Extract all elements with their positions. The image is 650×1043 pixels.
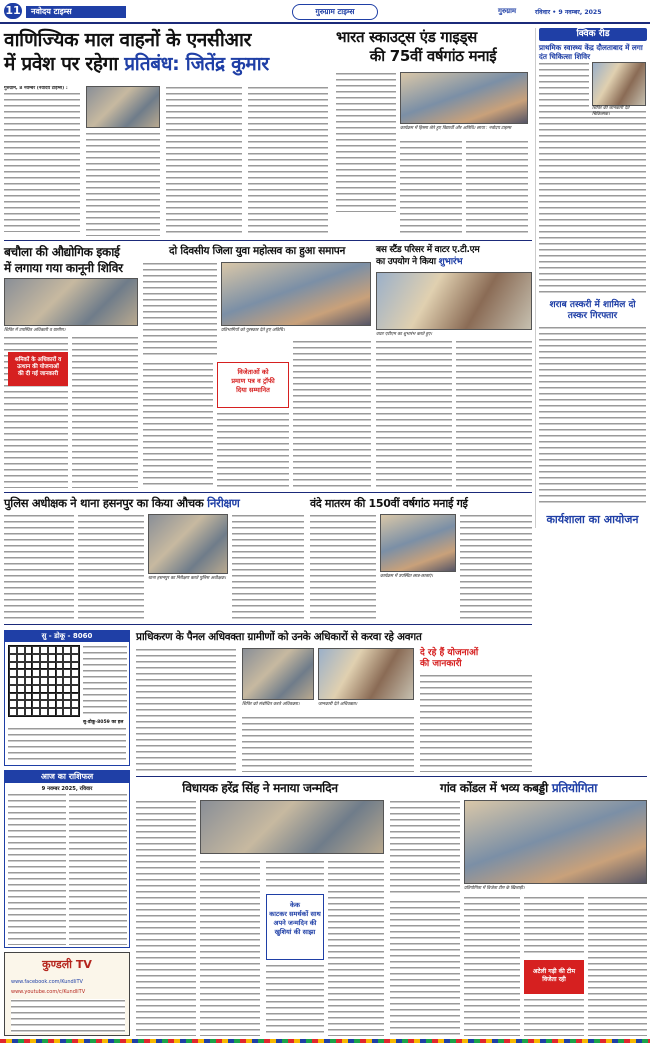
sudoku-cell xyxy=(17,662,25,670)
kabaddi-body-1 xyxy=(390,800,460,896)
police-body-2 xyxy=(78,514,144,620)
vande-story xyxy=(310,496,532,620)
sudoku-cell xyxy=(40,654,48,662)
sudoku-cell xyxy=(9,685,17,693)
bachaula-body-2 xyxy=(72,336,138,488)
kabaddi-photo xyxy=(464,800,647,884)
sudoku-cell xyxy=(71,654,79,662)
sudoku-cell xyxy=(25,669,33,677)
youth-body-3 xyxy=(217,412,289,488)
bachaula-box: श्रमिकों के अधिकारों व उत्थान की योजनाओं की दी गई जानकारी xyxy=(8,352,68,386)
bachaula-headline-1: बचौला की औद्योगिक इकाई xyxy=(4,245,120,259)
sudoku-cell xyxy=(63,708,71,716)
sudoku-cell xyxy=(17,677,25,685)
police-story xyxy=(4,496,304,620)
youth-pullquote: विजेताओं को प्रमाण पत्र व ट्रॉफी दिया सम्मानित xyxy=(217,362,289,408)
sudoku-cell xyxy=(32,662,40,670)
authority-photo-2 xyxy=(318,648,414,700)
scouts-body-3 xyxy=(466,140,528,236)
scouts-headline-1: भारत स्काउट्स एंड गाइड्स xyxy=(336,28,478,46)
sudoku-cell xyxy=(17,669,25,677)
youth-photo xyxy=(221,262,371,326)
rule-1 xyxy=(4,240,532,241)
police-headline: पुलिस अधीक्षक ने थाना हसनपुर का किया औचक निरीक्षण xyxy=(4,496,240,510)
lead-body-col-2 xyxy=(86,132,160,236)
scouts-caption: कार्यक्रम में हिस्सा लेते हुए विद्यार्थी और अतिथि। छाया : नवोदय टाइम्स xyxy=(400,126,512,131)
bus-headline-2: का उपयोग ने किया शुभारंभ xyxy=(376,257,463,267)
birthday-headline: विधायक हरेंद्र सिंह ने मनाया जन्मदिन xyxy=(182,781,338,795)
sudoku-cell xyxy=(25,708,33,716)
sudoku-cell xyxy=(71,700,79,708)
rule-3 xyxy=(4,624,532,625)
sudoku-cell xyxy=(40,708,48,716)
sudoku-cell xyxy=(56,677,64,685)
sudoku-cell xyxy=(48,654,56,662)
sudoku-cell xyxy=(63,646,71,654)
sudoku-cell xyxy=(48,700,56,708)
brand-left: नवोदय टाइम्स xyxy=(26,6,126,18)
sudoku-cell xyxy=(17,700,25,708)
sudoku-cell xyxy=(56,662,64,670)
rashifal-date: 9 नवम्बर 2025, रविवार xyxy=(41,786,93,792)
sudoku-cell xyxy=(40,693,48,701)
sudoku-cell xyxy=(32,700,40,708)
sudoku-cell xyxy=(48,677,56,685)
youth-body-1 xyxy=(143,262,217,358)
scouts-body-2 xyxy=(400,140,462,236)
sudoku-cell xyxy=(63,669,71,677)
sudoku-title: सु - डोकू - 8060 xyxy=(5,631,129,642)
lead-body-col-1: गुरुग्राम, 8 नवम्बर (नवोदय टाइम्स) : xyxy=(4,86,80,236)
sudoku-cell xyxy=(9,654,17,662)
sudoku-cell xyxy=(17,708,25,716)
sudoku-cell xyxy=(25,685,33,693)
quick-read-body-2 xyxy=(539,110,646,296)
rashifal-box xyxy=(4,770,130,948)
sudoku-cell xyxy=(40,700,48,708)
sudoku-cell xyxy=(9,677,17,685)
sidebar xyxy=(535,28,647,528)
sudoku-cell xyxy=(71,677,79,685)
sudoku-cell xyxy=(71,662,79,670)
youth-headline: दो दिवसीय जिला युवा महोत्सव का हुआ समापन xyxy=(168,245,345,257)
sudoku-cell xyxy=(32,685,40,693)
sudoku-cell xyxy=(9,646,17,654)
rule-2 xyxy=(4,492,532,493)
bus-body-1 xyxy=(376,340,452,488)
quick-read-headline: प्राथमिक स्वास्थ्य केंद्र दौलताबाद में लगा दंत चिकित्सा शिविर xyxy=(539,43,643,61)
scouts-story xyxy=(336,28,530,238)
sudoku-cell xyxy=(32,654,40,662)
kabaddi-body-2 xyxy=(390,900,460,1036)
sudoku-cell xyxy=(25,700,33,708)
authority-sub-headline: दे रहे हैं योजनाओं की जानकारी xyxy=(420,648,479,669)
quick-read-photo xyxy=(592,62,646,106)
sudoku-cell xyxy=(48,693,56,701)
sudoku-cell xyxy=(40,685,48,693)
footer-strip xyxy=(0,1039,650,1043)
quick-read-label: क्विक रीड xyxy=(539,28,647,41)
birthday-story xyxy=(136,780,384,1036)
sudoku-cell xyxy=(63,677,71,685)
sudoku-cell xyxy=(32,693,40,701)
bachaula-photo xyxy=(4,278,138,326)
sudoku-cell xyxy=(32,677,40,685)
bus-stand-story xyxy=(376,244,532,488)
youth-body-2 xyxy=(143,362,213,488)
police-body-1 xyxy=(4,514,74,620)
birthday-body-5 xyxy=(328,860,384,1036)
sudoku-cell xyxy=(63,654,71,662)
bus-body-2 xyxy=(456,340,532,488)
sudoku-cell xyxy=(63,700,71,708)
birthday-pullquote: केक काटकर समर्थकों साथ अपने जन्मदिन की खुशियां की साझा xyxy=(266,894,324,960)
sudoku-answer-label: सु-डोकू-8059 का हल xyxy=(83,720,124,725)
quick-read-body xyxy=(539,62,589,108)
bus-photo xyxy=(376,272,532,330)
sudoku-cell xyxy=(48,646,56,654)
kabaddi-body-6 xyxy=(588,896,647,1036)
vande-photo xyxy=(380,514,456,572)
sudoku-cell xyxy=(25,662,33,670)
sudoku-cell xyxy=(48,708,56,716)
lead-photo xyxy=(86,86,160,128)
sudoku-cell xyxy=(9,693,17,701)
birthday-body-3 xyxy=(266,860,324,890)
sudoku-cell xyxy=(32,646,40,654)
masthead-date: रविवार • 9 नवम्बर, 2025 xyxy=(535,9,602,16)
sudoku-cell xyxy=(25,654,33,662)
rule-4 xyxy=(136,776,647,777)
rashifal-title: आज का राशिफल xyxy=(5,771,129,783)
sudoku-cell xyxy=(63,662,71,670)
ad-box xyxy=(4,952,130,1036)
rashifal-body-2 xyxy=(69,793,127,945)
sudoku-cell xyxy=(56,646,64,654)
sudoku-rules xyxy=(83,645,127,717)
sudoku-cell xyxy=(9,662,17,670)
kabaddi-story xyxy=(390,780,647,1036)
page-number: 11 xyxy=(5,4,21,17)
sudoku-cell xyxy=(32,708,40,716)
police-photo xyxy=(148,514,228,574)
sudoku-cell xyxy=(56,700,64,708)
sudoku-cell xyxy=(9,700,17,708)
ad-body xyxy=(11,999,125,1033)
sudoku-cell xyxy=(40,677,48,685)
sudoku-cell xyxy=(56,708,64,716)
bachaula-story xyxy=(4,244,138,488)
youth-caption: प्रतिभागियों को पुरस्कार देते हुए अतिथि। xyxy=(221,328,285,333)
authority-body-1 xyxy=(136,648,236,772)
sudoku-cell xyxy=(25,693,33,701)
sudoku-cell xyxy=(71,685,79,693)
vande-body-2 xyxy=(460,514,532,620)
kabaddi-box: अटेली गढ़ी की टीम विजेता रही xyxy=(524,960,584,994)
police-caption: थाना हसनपुर का निरीक्षण करते पुलिस अधीक्षक। xyxy=(148,576,226,581)
masthead xyxy=(0,0,650,24)
sudoku-grid xyxy=(8,645,80,717)
sudoku-cell xyxy=(40,669,48,677)
authority-photo-1 xyxy=(242,648,314,700)
birthday-photo xyxy=(200,800,384,854)
sudoku-cell xyxy=(71,646,79,654)
sudoku-cell xyxy=(48,685,56,693)
bus-headline-1: बस स्टैंड परिसर में वाटर ए.टी.एम xyxy=(376,245,480,255)
kabaddi-body-3 xyxy=(464,896,520,1036)
sudoku-answer xyxy=(8,727,126,763)
sudoku-cell xyxy=(71,693,79,701)
kabaddi-caption: प्रतियोगिता में विजेता टीम के खिलाड़ी। xyxy=(464,886,525,891)
sudoku-cell xyxy=(32,669,40,677)
youth-story xyxy=(143,244,371,488)
sudoku-cell xyxy=(56,693,64,701)
sudoku-cell xyxy=(56,654,64,662)
ad-brand: कुण्डली TV xyxy=(42,958,92,971)
sudoku-cell xyxy=(17,685,25,693)
sudoku-cell xyxy=(17,693,25,701)
sudoku-box xyxy=(4,630,130,766)
sudoku-cell xyxy=(25,677,33,685)
sudoku-cell xyxy=(40,646,48,654)
liquor-headline: शराब तस्करी में शामिल दो तस्कर गिरफ्तार xyxy=(549,300,636,321)
sudoku-cell xyxy=(17,646,25,654)
masthead-city: गुरुग्राम xyxy=(498,7,517,15)
youth-body-4 xyxy=(293,340,371,488)
vande-body-1 xyxy=(310,514,376,620)
sudoku-cell xyxy=(71,708,79,716)
authority-story xyxy=(136,630,532,774)
vande-caption: कार्यक्रम में उपस्थित छात्र-छात्राएं। xyxy=(380,574,433,579)
lead-headline-2: में प्रवेश पर रहेगा प्रतिबंध: जितेंद्र कुमार xyxy=(4,53,269,75)
ad-url-2[interactable]: www.youtube.com/c/KundliTV xyxy=(11,989,86,995)
bachaula-headline-2: में लगाया गया कानूनी शिविर xyxy=(4,261,123,275)
lead-body-col-4 xyxy=(248,86,328,236)
brand-center-badge: गुरुग्राम टाइम्स xyxy=(292,4,378,20)
police-body-3 xyxy=(232,514,304,620)
sudoku-cell xyxy=(71,669,79,677)
birthday-body-1 xyxy=(136,800,196,1036)
sudoku-cell xyxy=(63,693,71,701)
sudoku-cell xyxy=(56,685,64,693)
kabaddi-body-5 xyxy=(524,998,584,1036)
authority-caption-1: शिविर को संबोधित करते अधिवक्ता। xyxy=(242,702,300,707)
birthday-body-2 xyxy=(200,860,260,1036)
lead-headline-1: वाणिज्यिक माल वाहनों के एनसीआर xyxy=(4,29,252,51)
scouts-headline-2: की 75वीं वर्षगांठ मनाई xyxy=(369,47,497,65)
bus-caption: वाटर एटीएम का शुभारंभ करते हुए। xyxy=(376,332,433,337)
kabaddi-headline: गांव कोंडल में भव्य कबड्डी प्रतियोगिता xyxy=(439,781,598,795)
rashifal-body-1 xyxy=(8,793,66,945)
scouts-body-1 xyxy=(336,72,396,212)
quick-read-caption: शिविर की जानकारी देते चिकित्सक। xyxy=(592,106,630,117)
vande-headline: वंदे मातरम की 150वीं वर्षगांठ मनाई गई xyxy=(310,497,468,510)
sudoku-cell xyxy=(48,662,56,670)
sudoku-cell xyxy=(9,708,17,716)
lead-story xyxy=(4,28,329,238)
ad-url-1[interactable]: www.facebook.com/KundliTV xyxy=(11,979,83,985)
masthead-rule xyxy=(0,22,650,24)
sudoku-cell xyxy=(56,669,64,677)
bachaula-caption: शिविर में उपस्थित अधिकारी व ग्रामीण। xyxy=(4,328,66,333)
scouts-photo xyxy=(400,72,528,124)
sudoku-cell xyxy=(63,685,71,693)
workshop-headline: कार्यशाला का आयोजन xyxy=(546,513,639,526)
sudoku-cell xyxy=(25,646,33,654)
sudoku-cell xyxy=(17,654,25,662)
authority-body-3 xyxy=(420,674,532,772)
authority-headline: प्राधिकरण के पैनल अधिवक्ता ग्रामीणों को उनके अधिकारों से करवा रहे अवगत xyxy=(136,631,422,643)
liquor-body xyxy=(539,326,646,504)
sudoku-cell xyxy=(48,669,56,677)
kabaddi-body-4 xyxy=(524,896,584,956)
authority-body-2 xyxy=(242,716,414,772)
birthday-body-4 xyxy=(266,964,324,1036)
sudoku-cell xyxy=(40,662,48,670)
authority-caption-2: जानकारी देते अधिवक्ता। xyxy=(318,702,358,707)
sudoku-cell xyxy=(9,669,17,677)
lead-body-col-3 xyxy=(166,86,242,236)
